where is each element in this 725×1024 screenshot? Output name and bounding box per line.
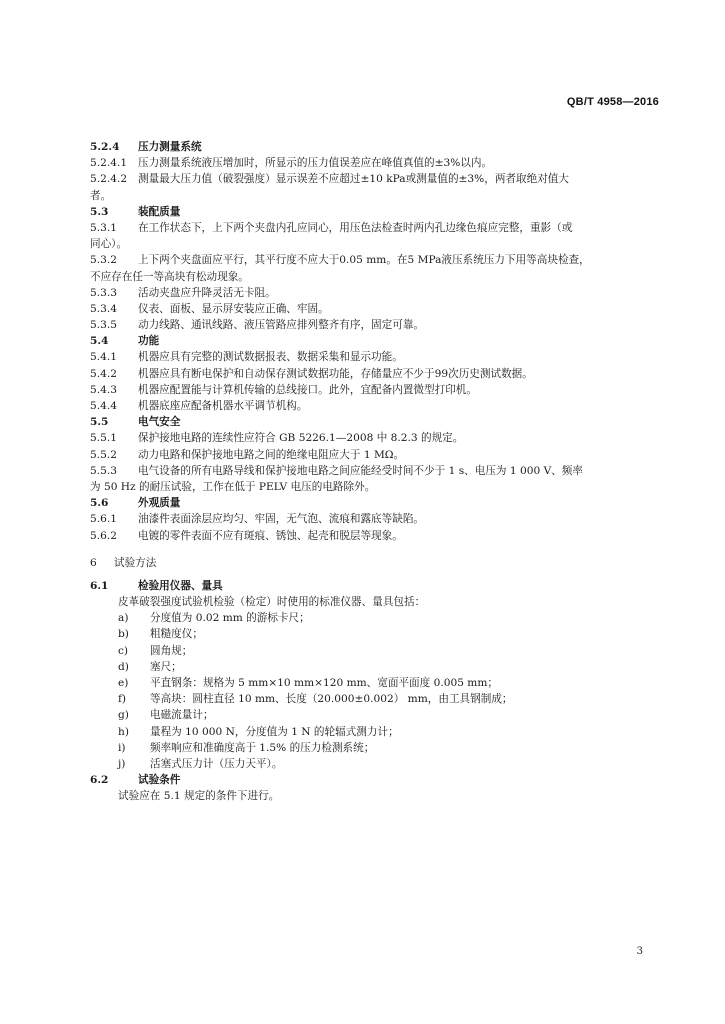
list-item — [90, 659, 670, 675]
clause-text: 装配质量 — [138, 205, 181, 218]
clause-number: h) — [118, 725, 129, 738]
clause-number: 5.5.2 — [90, 448, 117, 461]
list-item — [90, 691, 670, 707]
clause-number: i) — [118, 741, 126, 754]
clause-paragraph — [90, 511, 670, 527]
clause-text: 等高块：圆柱直径 10 mm、长度（20.000±0.002） mm，由工具钢制成； — [150, 693, 513, 706]
clause-number: 5.6.1 — [90, 513, 117, 526]
section-heading — [90, 495, 670, 511]
clause-continuation — [90, 188, 670, 204]
list-item — [90, 675, 670, 691]
clause-text: 分度值为 0.02 mm 的游标卡尺； — [150, 612, 310, 625]
clause-paragraph — [90, 220, 670, 236]
list-item — [90, 756, 670, 772]
clause-text: 机器应配置能与计算机传输的总线接口。此外，宜配备内置微型打印机。 — [138, 383, 477, 396]
clause-number: 6.1 — [90, 579, 109, 592]
clause-text: 试验方法 — [114, 556, 157, 569]
clause-paragraph — [90, 528, 670, 544]
page-number: 3 — [636, 946, 643, 957]
clause-text: 机器应具有断电保护和自动保存测试数据功能，存储量应不少于99次历史测试数据。 — [138, 367, 533, 380]
clause-number: 5.3.5 — [90, 319, 117, 332]
clause-number: a) — [118, 612, 129, 625]
clause-text: 活动夹盘应升降灵活无卡阻。 — [138, 286, 276, 299]
intro-paragraph — [90, 788, 670, 804]
document-body — [90, 139, 670, 805]
clause-text: 压力测量系统液压增加时，所显示的压力值误差应在峰值真值的±3%以内。 — [138, 157, 493, 170]
clause-text: 同心）。 — [90, 238, 128, 251]
clause-paragraph — [90, 349, 670, 365]
clause-number: 5.6 — [90, 497, 109, 510]
clause-number: b) — [118, 628, 129, 641]
clause-text: 压力测量系统 — [138, 141, 202, 153]
section-heading — [90, 204, 670, 220]
clause-number: e) — [118, 677, 129, 689]
section-heading — [90, 578, 670, 594]
clause-paragraph — [90, 447, 670, 463]
clause-text: 检验用仪器、量具 — [138, 579, 223, 592]
list-item — [90, 724, 670, 740]
clause-number: 5.3.3 — [90, 286, 117, 299]
clause-number: j) — [118, 757, 126, 770]
clause-paragraph — [90, 382, 670, 398]
clause-number: 5.5.3 — [90, 464, 117, 477]
clause-number: 5.4.3 — [90, 383, 117, 396]
clause-text: 活塞式压力计（压力天平）。 — [150, 757, 283, 770]
clause-text: 电磁流量计； — [150, 709, 214, 722]
clause-text: 测量最大压力值（破裂强度）显示误差不应超过±10 kPa或测量值的±3%，两者取绝对值大 — [138, 173, 569, 186]
clause-continuation — [90, 479, 670, 495]
clause-number: 6.2 — [90, 774, 109, 787]
clause-text: 电气安全 — [138, 416, 181, 429]
clause-number: 5.2.4 — [90, 141, 120, 153]
clause-text: 上下两个夹盘面应平行，其平行度不应大于0.05 mm。在5 MPa液压系统压力下用等高块检查， — [138, 254, 590, 267]
clause-number: f) — [118, 693, 127, 706]
section-heading — [90, 139, 670, 155]
clause-text: 平直钢条：规格为 5 mm×10 mm×120 mm、宽面平面度 0.005 mm； — [150, 677, 498, 689]
clause-text: 圆角规； — [150, 644, 193, 657]
chapter-heading — [90, 555, 670, 571]
clause-text: 为 50 Hz 的耐压试验，工作在低于 PELV 电压的电路除外。 — [90, 480, 376, 493]
clause-number: g) — [118, 709, 129, 722]
clause-text: 皮革破裂强度试验机检验（检定）时使用的标准仪器、量具包括： — [118, 596, 426, 609]
clause-text: 保护接地电路的连续性应符合 GB 5226.1—2008 中 8.2.3 的规定。 — [138, 432, 464, 445]
clause-text: 动力电路和保护接地电路之间的绝缘电阻应大于 1 MΩ。 — [138, 448, 405, 461]
clause-text: 机器应具有完整的测试数据报表、数据采集和显示功能。 — [138, 351, 403, 364]
clause-paragraph — [90, 463, 670, 479]
clause-text: 量程为 10 000 N，分度值为 1 N 的轮辐式测力计； — [150, 725, 399, 738]
clause-text: 机器底座应配备机器水平调节机构。 — [138, 400, 308, 412]
standard-number: QB/T 4958—2016 — [566, 96, 659, 108]
clause-text: 试验应在 5.1 规定的条件下进行。 — [118, 790, 280, 803]
clause-number: 5.5 — [90, 416, 109, 429]
section-heading — [90, 333, 670, 349]
clause-number: 5.3.4 — [90, 302, 117, 315]
clause-number: 5.3.2 — [90, 254, 117, 267]
clause-paragraph — [90, 430, 670, 446]
clause-number: 5.3 — [90, 205, 109, 218]
clause-text: 动力线路、通讯线路、液压管路应排列整齐有序，固定可靠。 — [138, 319, 425, 332]
clause-number: c) — [118, 644, 129, 657]
section-heading — [90, 772, 670, 788]
clause-paragraph — [90, 252, 670, 268]
clause-text: 功能 — [138, 335, 160, 348]
clause-number: 5.2.4.2 — [90, 173, 128, 186]
clause-paragraph — [90, 366, 670, 382]
clause-text: 塞尺； — [150, 660, 182, 673]
clause-number: 5.4 — [90, 335, 109, 348]
list-item — [90, 626, 670, 642]
clause-text: 外观质量 — [138, 497, 181, 510]
list-item — [90, 740, 670, 756]
clause-number: 5.4.2 — [90, 367, 117, 380]
clause-number: 5.4.1 — [90, 351, 117, 364]
clause-number: 5.3.1 — [90, 221, 117, 234]
clause-text: 在工作状态下，上下两个夹盘内孔应同心，用压色法检查时两内孔边缘色痕应完整，重影（或 — [138, 221, 573, 234]
clause-paragraph — [90, 398, 670, 414]
clause-text: 仪表、面板、显示屏安装应正确、牢固。 — [138, 302, 329, 315]
clause-text: 粗糙度仪； — [150, 628, 203, 641]
clause-number: d) — [118, 660, 129, 673]
clause-text: 电镀的零件表面不应有斑痕、锈蚀、起壳和脱层等现象。 — [138, 529, 403, 542]
clause-text: 者。 — [90, 189, 112, 202]
clause-number: 5.4.4 — [90, 400, 117, 412]
clause-number: 5.5.1 — [90, 432, 117, 445]
section-heading — [90, 414, 670, 430]
list-item — [90, 643, 670, 659]
clause-paragraph — [90, 171, 670, 187]
clause-continuation — [90, 269, 670, 285]
clause-paragraph — [90, 285, 670, 301]
clause-text: 频率响应和准确度高于 1.5% 的压力检测系统； — [150, 741, 375, 754]
list-item — [90, 707, 670, 723]
clause-number: 5.2.4.1 — [90, 157, 128, 170]
clause-text: 电气设备的所有电路导线和保护接地电路之间应能经受时间不少于 1 s、电压为 1 000 V、频率 — [138, 464, 583, 477]
clause-number: 5.6.2 — [90, 529, 117, 542]
clause-text: 不应存在任一等高块有松动现象。 — [90, 270, 249, 283]
clause-paragraph — [90, 155, 670, 171]
list-item — [90, 610, 670, 626]
clause-continuation — [90, 236, 670, 252]
intro-paragraph — [90, 594, 670, 610]
clause-paragraph — [90, 317, 670, 333]
clause-text: 试验条件 — [138, 774, 181, 787]
clause-text: 油漆件表面涂层应均匀、牢固，无气泡、流痕和露底等缺陷。 — [138, 513, 425, 526]
clause-number: 6 — [90, 556, 97, 569]
clause-paragraph — [90, 301, 670, 317]
